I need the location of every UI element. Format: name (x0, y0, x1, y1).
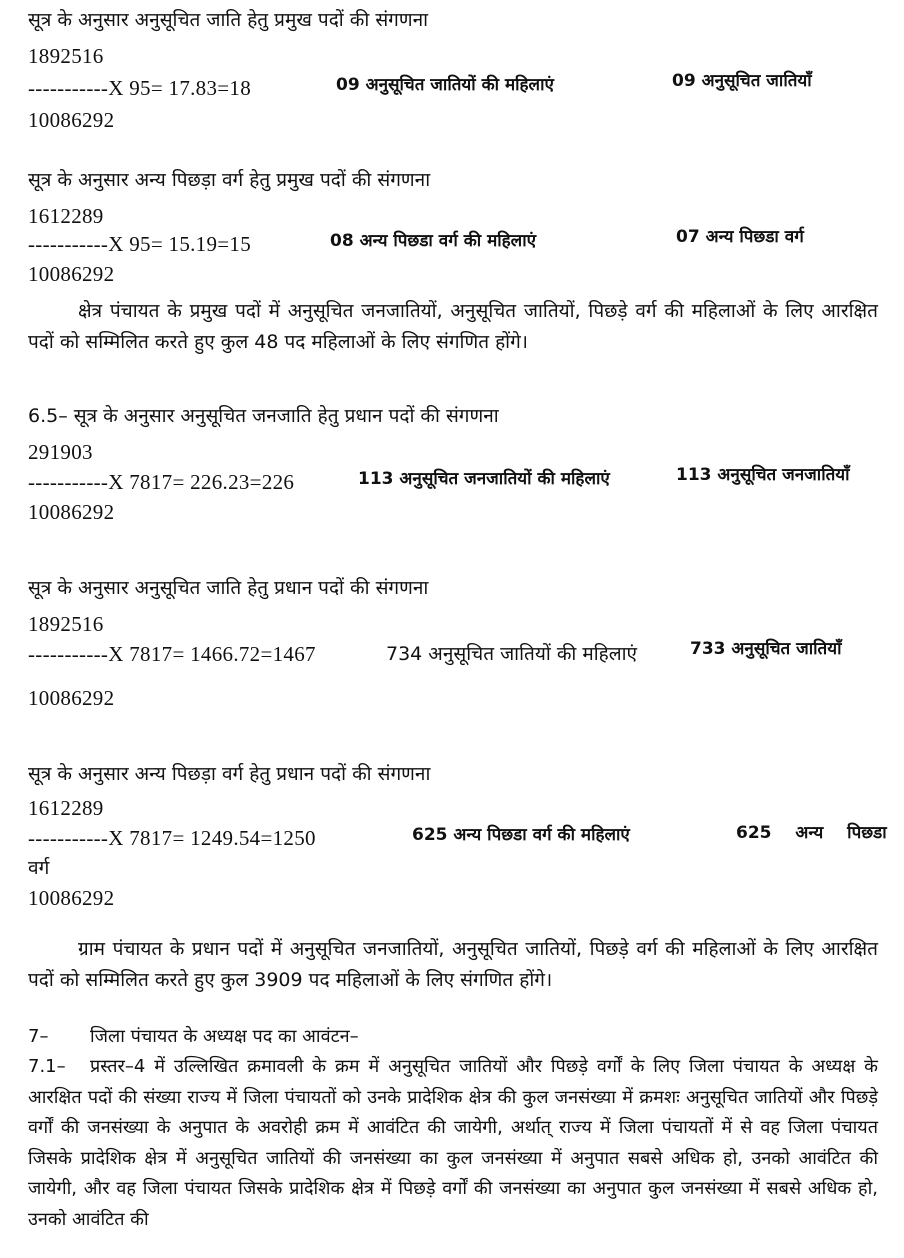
total-reserved: 09 अनुसूचित जातियाँ (672, 71, 812, 91)
total-reserved: 07 अन्य पिछडा वर्ग (676, 227, 804, 247)
numerator: 291903 (28, 440, 93, 464)
total-reserved: 113 अनुसूचित जनजातियाँ (676, 465, 850, 485)
numerator: 1892516 (28, 612, 104, 636)
denominator: 10086292 (28, 886, 115, 910)
total-reserved: 733 अनुसूचित जातियाँ (690, 639, 842, 659)
denominator: 10086292 (28, 262, 115, 286)
formula: -----------X 7817= 1466.72=1467 (28, 642, 316, 666)
section-7-heading (28, 1024, 359, 1048)
formula: -----------X 95= 17.83=18 (28, 76, 252, 100)
women-reserved: 734 अनुसूचित जातियों की महिलाएं (386, 643, 638, 665)
denominator: 10086292 (28, 108, 115, 132)
formula: -----------X 7817= 226.23=226 (28, 470, 295, 494)
numerator: 1612289 (28, 204, 104, 228)
section-text: प्रस्तर–4 में उल्लिखित क्रमावली के क्रम में अनुसूचित जातियों और पिछड़े वर्गों के लिए जिला पंचायत के अध्यक्ष के आरक्षित पदों की संख्या राज्य में जिला पंचायतों को उनके प्रादेशिक क्षेत्र की कुल जनसंख्या में क्रमशः अनुसूचित जातियों और पिछड़े वर्गों की जनसंख्या के अनुपात के अवरोही क्रम में आवंटित की जायेगी, अर्थात् राज्य में जिला पंचायतों में से वह जिला पंचायत जिसके प्रादेशिक क्षेत्र में अनुसूचित जातियों की जनसंख्या का कुल जनसंख्या में अनुपात सबसे अधिक हो, उनको आवंटित की जायेगी, और वह जिला पंचायत जिसके प्रादेशिक क्षेत्र में पिछड़े वर्गों की जनसंख्या का अनुपात कुल जनसंख्या में सबसे अधिक हो, उनको आवंटित की (28, 1056, 878, 1230)
women-reserved: 625 अन्य पिछडा वर्ग की महिलाएं (412, 825, 630, 845)
block-heading: सूत्र के अनुसार अन्य पिछड़ा वर्ग हेतु प्रधान पदों की संगणना (28, 763, 431, 785)
formula: -----------X 95= 15.19=15 (28, 232, 252, 256)
summary-kshetra-panchayat: क्षेत्र पंचायत के प्रमुख पदों में अनुसूचित जनजातियों, अनुसूचित जातियों, पिछड़े वर्ग की महिलाओं के लिए आरक्षित पदों को सम्मिलित करते हुए कुल 48 पद महिलाओं के लिए संगणित होंगे। (28, 300, 878, 353)
denominator: 10086292 (28, 500, 115, 524)
section-number: 7– (28, 1026, 49, 1047)
formula: -----------X 7817= 1249.54=1250 (28, 826, 316, 850)
numerator: 1612289 (28, 796, 104, 820)
block-heading: सूत्र के अनुसार अन्य पिछड़ा वर्ग हेतु प्रमुख पदों की संगणना (28, 169, 431, 191)
summary-gram-panchayat: ग्राम पंचायत के प्रधान पदों में अनुसूचित जनजातियों, अनुसूचित जातियों, पिछड़े वर्ग की महिलाओं के लिए आरक्षित पदों को सम्मिलित करते हुए कुल 3909 पद महिलाओं के लिए संगणित होंगे। (28, 938, 878, 991)
women-reserved: 08 अन्य पिछडा वर्ग की महिलाएं (330, 231, 536, 251)
women-reserved: 113 अनुसूचित जनजातियों की महिलाएं (358, 469, 610, 489)
block-heading: 6.5– सूत्र के अनुसार अनुसूचित जनजाति हेतु प्रधान पदों की संगणना (28, 405, 499, 427)
block-heading: सूत्र के अनुसार अनुसूचित जाति हेतु प्रधान पदों की संगणना (28, 577, 429, 599)
total-reserved: 625 अन्य पिछडा (736, 823, 887, 843)
women-reserved: 09 अनुसूचित जातियों की महिलाएं (336, 75, 554, 95)
total-reserved-wrap: वर्ग (28, 857, 50, 879)
block-heading: सूत्र के अनुसार अनुसूचित जाति हेतु प्रमुख पदों की संगणना (28, 9, 429, 31)
section-7-1-paragraph (28, 1052, 878, 1235)
numerator: 1892516 (28, 44, 104, 68)
denominator: 10086292 (28, 686, 115, 710)
section-title: जिला पंचायत के अध्यक्ष पद का आवंटन– (90, 1026, 359, 1047)
section-number: 7.1– (28, 1056, 66, 1077)
